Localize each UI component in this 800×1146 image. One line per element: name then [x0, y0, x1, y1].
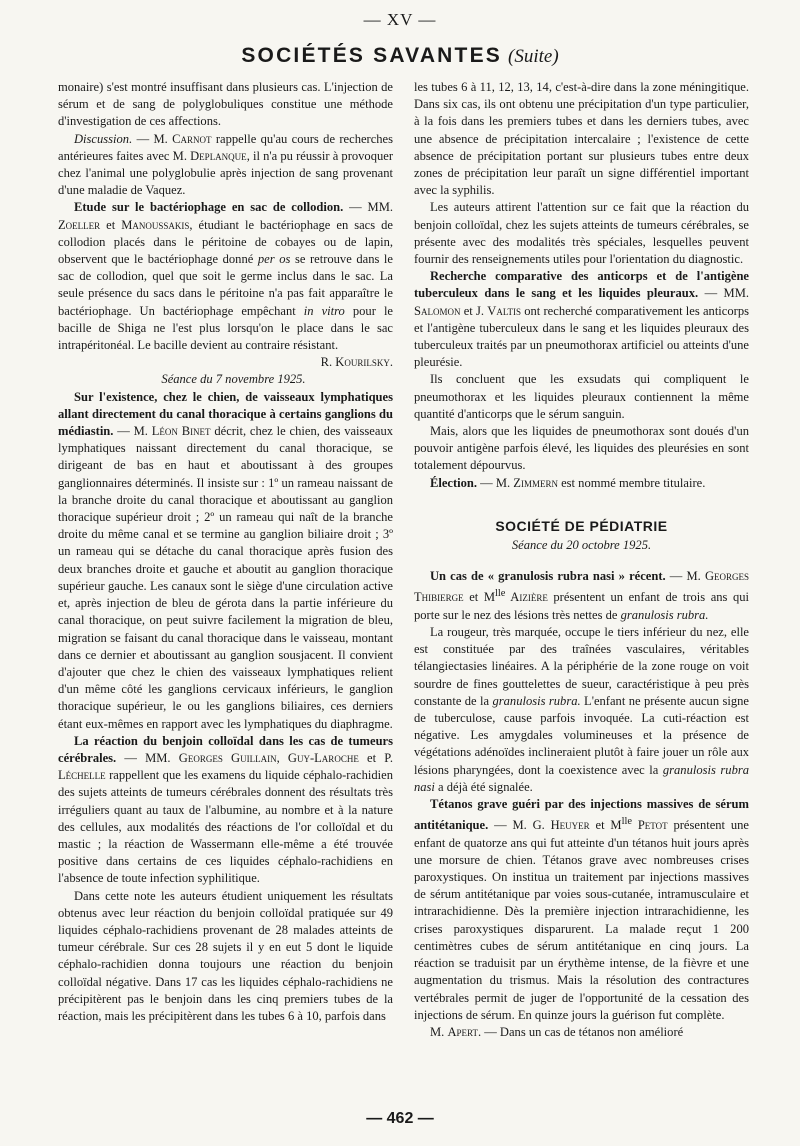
- section-suite: (Suite): [508, 46, 559, 67]
- author-name: Aizière: [505, 590, 548, 605]
- article-title: Un cas de « granulosis rubra nasi » récent.: [430, 569, 666, 584]
- paragraph: [414, 1024, 749, 1041]
- text: — M.: [113, 424, 152, 439]
- text: et: [100, 217, 122, 232]
- text: , étudiant le bactériophage en sacs de collodion placés dans le péritoine de cobayes ou de lapin, observent que le bactériophage donné: [58, 217, 393, 267]
- left-column: [58, 79, 393, 1025]
- right-column: [414, 79, 749, 1041]
- paragraph: [414, 268, 749, 371]
- society-title: SOCIÉTÉ DE PÉDIATRIE: [495, 517, 668, 534]
- author-name: Deplanque: [190, 148, 247, 163]
- paragraph: monaire) s'est montré insuffisant dans plusieurs cas. L'injection de sérum et de sang de polyglobuliques constitue une méthode d'investigation de ces affections.: [58, 80, 393, 129]
- text: M.: [430, 1024, 448, 1039]
- author-name: Zimmern: [513, 475, 558, 490]
- superscript: lle: [494, 588, 506, 600]
- paragraph: Ils concluent que les exsudats qui compliquent le pneumothorax et les liquides pleuraux contiennent la même quantité d'anticorps que le sérum sanguin.: [414, 372, 749, 421]
- text: rappelle qu'au cours de recherches antérieures faites avec M.: [58, 131, 394, 163]
- author-name: Léon Binet: [151, 424, 211, 439]
- article-title: La réaction du benjoin colloïdal dans les cas de tumeurs cérébrales.: [58, 733, 393, 765]
- paragraph: [414, 568, 749, 624]
- author-name: Georges Guillain, Guy-Laroche: [178, 750, 359, 765]
- text: — M. G.: [488, 818, 551, 833]
- page-number-top: — XV —: [363, 10, 437, 29]
- author-name: Georges Thibierge: [414, 569, 750, 605]
- italic-text: in vitro: [303, 303, 345, 318]
- article-title: Sur l'existence, chez le chien, de vaisseaux lymphatiques allant directement du canal thoracique à certains ganglions du médiastin.: [58, 389, 393, 439]
- text: — M.: [132, 131, 173, 146]
- text: présentent un enfant de trois ans qui porte sur le nez des lésions très nettes de: [414, 590, 749, 622]
- seance-date: Séance du 7 novembre 1925.: [161, 372, 306, 387]
- text: . — Dans un cas de tétanos non amélioré: [477, 1024, 684, 1039]
- author-name: Salomon: [414, 303, 461, 318]
- paragraph: les tubes 6 à 11, 12, 13, 14, c'est-à-dire dans la zone méningitique. Dans six cas, ils ont obtenu une précipitation d'un type particulier, à la fois dans les premiers tubes et dans les derniers tubes, avec une absence de précipitation intercalaire ; l'existence de cette absence de précipitation portant sur plusieurs tubes entre deux zones de précipitation leur paraît un signe différentiel important avec la syphilis.: [414, 80, 749, 198]
- author-name: Zoeller: [58, 217, 101, 232]
- author-name: Valtis: [487, 303, 521, 318]
- author-name: Heuyer: [550, 818, 590, 833]
- paragraph: [414, 475, 749, 492]
- article-title: Tétanos grave guéri par des injections massives de sérum antitétanique.: [414, 797, 749, 833]
- italic-text: granulosis rubra nasi: [414, 762, 749, 794]
- page-number-bottom: — 462 —: [366, 1110, 434, 1127]
- text: et M: [463, 590, 495, 605]
- text: — MM.: [698, 286, 749, 301]
- author-name: Apert: [447, 1024, 478, 1039]
- paragraph: [58, 733, 393, 888]
- paragraph: [414, 624, 749, 796]
- text: pour le bacille de Shiga ne l'est plus lorsqu'on le place dans le sac intrapéritonéal. Le bacille devient au contraire résistant.: [58, 303, 393, 353]
- article-title: Recherche comparative des anticorps et de l'antigène tuberculeux dans le sang et les liquides pleuraux.: [414, 269, 749, 301]
- italic-text: granulosis rubra.: [492, 693, 581, 708]
- text: La rougeur, très marquée, occupe le tiers inférieur du nez, elle est constituée par des traînées vasculaires, véritables télangiectasies linéaires. A la périphérie de la zone rouge on voit sourdre de fines gouttelettes de sueur, caractéristique à peu près constante de la: [414, 625, 749, 708]
- seance-date: Séance du 20 octobre 1925.: [511, 538, 652, 553]
- article-title: Etude sur le bactériophage en sac de collodion.: [74, 200, 344, 215]
- italic-text: granulosis rubra.: [620, 607, 709, 622]
- text: — M.: [477, 475, 514, 490]
- section-header: [0, 44, 800, 68]
- author-name: Carnot: [172, 131, 212, 146]
- author-name: Petot: [632, 818, 668, 833]
- text: et M: [589, 818, 622, 833]
- paragraph: Dans cette note les auteurs étudient uniquement les résultats obtenus avec leur réaction du benjoin colloïdal pratiquée sur 49 liquides céphalo-rachidiens provenant de 28 malades atteints de tumeur cérébrale. Sur ces 28 sujets il y en eut 5 dont le liquide céphalo-rachidien donna toujours une réaction du benjoin colloïdal négative. Dans 17 cas les liquides céphalo-rachidiens ne précipitèrent pas le benjoin dans les cinq premiers tubes de la réaction, mais les précipitèrent dans les tubes 6 à 10, parfois dans: [58, 888, 393, 1023]
- paragraph: [414, 796, 749, 1024]
- text: — MM.: [116, 750, 179, 765]
- italic-text: per os: [257, 252, 291, 267]
- text: a déjà été signalée.: [434, 779, 533, 794]
- paragraph: [58, 199, 393, 354]
- paragraph: [58, 389, 393, 733]
- paragraph: Mais, alors que les liquides de pneumothorax sont doués d'un pouvoir antigène parfois élevé, les liquides des pleurésies en sont totalement dépourvus.: [414, 424, 749, 473]
- author-name: Léchelle: [58, 768, 106, 783]
- text: et J.: [460, 303, 488, 318]
- author-name: Manoussakis: [121, 217, 190, 232]
- article-title: Élection.: [430, 475, 478, 490]
- text: est nommé membre titulaire.: [557, 475, 706, 490]
- superscript: lle: [621, 816, 632, 828]
- text: rappellent que les examens du liquide céphalo-rachidien des sujets atteints de tumeurs cérébrales donnent des résultats très irréguliers quant au taux de l'albumine, au nombre et à la nature des cellules, aux modalités des réactions de l'or colloïdal et du mastic ; la réaction de Wassermann elle-même a été trouvée positive dans certains de ces liquides céphalo-rachidiens en l'absence de toute infection syphilitique.: [58, 768, 393, 886]
- section-title: SOCIÉTÉS SAVANTES: [241, 44, 502, 67]
- text: se retrouve dans le sac de collodion, quel que soit le germe inclus dans le sac. La seule présence du sacs dans le péritoine n'a pas fait apparaître le bactériophage. Un bactériophage empêchant: [58, 252, 393, 318]
- text: ont recherché comparativement les anticorps et l'antigène tuberculeux dans le sang et les liquides pleuraux des tuberculeux traités par un pneumothorax artificiel ou atteints d'une pleurésie.: [414, 303, 749, 370]
- signature: R. Kourilsky.: [320, 355, 393, 370]
- text: — M.: [665, 569, 705, 584]
- discussion-label: Discussion.: [74, 131, 133, 146]
- paragraph: Les auteurs attirent l'attention sur ce fait que la réaction du benjoin colloïdal, chez les sujets atteints de tumeurs cérébrales, se présente avec des modalités très spéciales, lesquelles peuvent fournir des renseignements utiles pour l'orientation du diagnostic.: [414, 200, 749, 267]
- text: décrit, chez le chien, des vaisseaux lymphatiques naissant directement du canal thoracique, se dirigeant de bas en haut et aboutissant à des groupes ganglionnaires déterminés. Il insiste sur : 1º un rameau naissant de la branche droite du canal thoracique et aboutissant au ganglion thoracique supérieur droit ; 2º un rameau qui naît de la branche droite du même canal et se termine au ganglion biliaire droit ; 3º un rameau qui se détache du canal thoracique après fusion des deux branches droite et gauche et aboutit au ganglion thoracique supérieur gauche. Les canaux sont le siège d'une circulation active et, après injection de bleu de gérota dans la partie inférieure du canal thoracique, on peut suivre facilement la migration de bleu, migration se faisant du canal thoracique dans le vaisseau, montant dans ce dernier et aboutissant au ganglion sousjacent. Il convient d'ajouter que chez le chien des vaisseaux lymphatiques relient d'un même côté les ganglions cervicaux inférieurs, le ganglion thoracique supérieur, le ou les ganglions biliaires, ces derniers étant eux-mêmes en rapport avec les lymphatiques du diaphragme.: [58, 424, 393, 731]
- paragraph: [58, 131, 393, 200]
- text: , il n'a pu réussir à provoquer chez l'animal une polyglobulie après injection de sang provenant d'une maladie de Vaquez.: [58, 148, 393, 198]
- text: L'enfant ne présente aucun signe de tuberculose, cause parfois invoquée. La cuti-réaction est négative. Les amygdales volumineuses et la présence de végétations adénoïdes inclineraient plutôt à faire jouer un rôle aux lésions pharyngées, dont la coexistence avec la: [414, 693, 749, 777]
- text: et P.: [358, 750, 394, 765]
- text: présentent une enfant de quatorze ans qui fut atteinte d'un tétanos huit jours après une morsure de chien. Tétanos grave avec nombreuses crises paroxystiques. On institua un traitement par injections massives de sérum antitétanique par voies sous-cutanée, intramusculaire et intrarachidienne. Dès la première injection intrarachidienne, les crises paroxystiques disparurent. La malade reçut 1 200 centimètres cubes de sérum antitétanique en cinq jours. La réaction se traduisit par un érythème intense, de la fièvre et une augmentation du trismus. Mais la résolution des contractures vertébrales permit de juger de l'opportunité de la cessation des injections de sérum. En quinze jours la guérison fut complète.: [414, 818, 749, 1022]
- text: — MM.: [343, 200, 393, 215]
